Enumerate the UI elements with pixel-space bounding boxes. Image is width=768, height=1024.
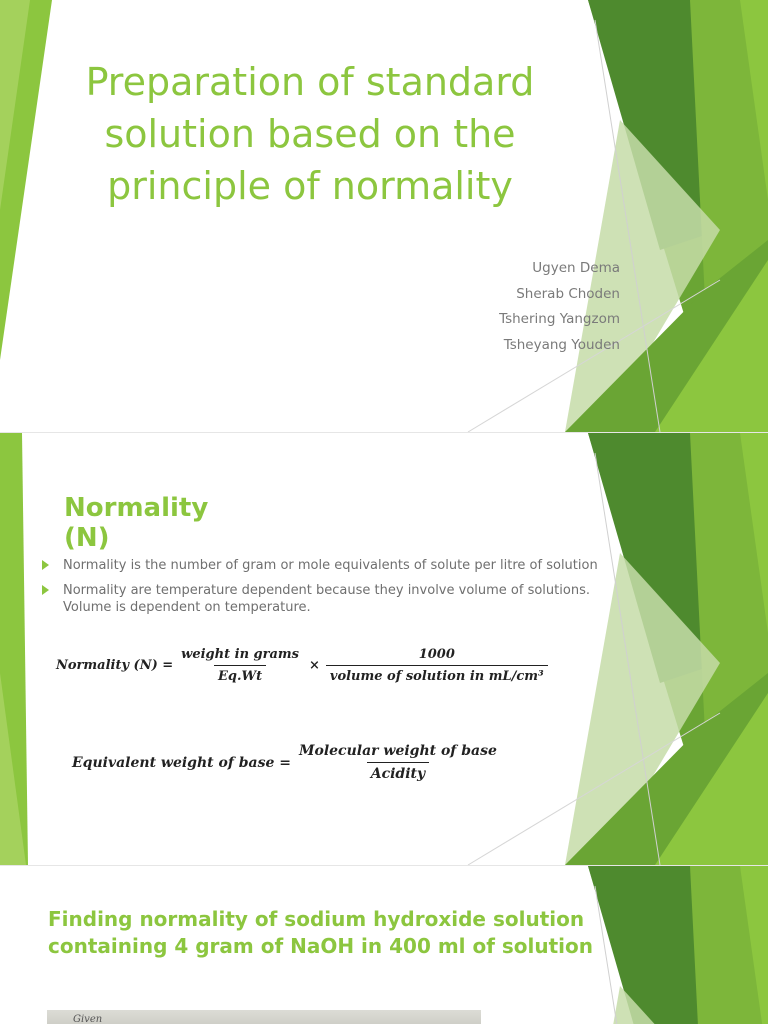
author-name: Tsheyang Youden [503,336,620,353]
bullet-list [42,557,602,624]
numerator: 1000 [418,647,455,662]
bullet-text: Normality is the number of gram or mole equivalents of solute per litre of solution [63,558,598,573]
slide-title: Finding normality of sodium hydroxide solution containing 4 gram of NaOH in 400 ml of solution [48,907,594,958]
bullet-item [42,557,602,574]
normality-formula [56,647,552,684]
author-name: Tshering Yangzom [499,311,620,327]
normality-slide [0,433,768,865]
equivalent-weight-formula [72,743,505,782]
fraction [177,647,303,684]
slide-title: Normality (N) [64,493,209,553]
author-name: Sherab Choden [516,285,620,302]
title-slide [0,0,768,432]
multiply-sign: × [308,658,320,673]
bullet-item [42,582,602,616]
numerator: Molecular weight of base [298,743,497,759]
bullet-text: Normality are temperature dependent because they involve volume of solutions. Volume is dependent on temperature. [63,583,590,615]
example-slide [0,866,768,1024]
author-list [499,256,620,358]
denominator: volume of solution in mL/cm³ [326,665,548,684]
triangle-bullet-icon [42,585,49,595]
fraction [295,743,501,782]
triangle-bullet-icon [42,560,49,570]
formula-lhs: Equivalent weight of base = [72,754,291,771]
fraction [326,647,548,684]
denominator: Acidity [367,762,429,782]
slide-title: Preparation of standard solution based on the principle of normality [85,60,535,208]
formula-lhs: Normality (N) = [56,658,174,673]
author-name: Ugyen Dema [532,260,620,276]
handwritten-solution-image [47,1010,481,1024]
numerator: weight in grams [181,647,299,662]
denominator: Eq.Wt [214,665,266,684]
photo-caption: Given [73,1014,103,1024]
